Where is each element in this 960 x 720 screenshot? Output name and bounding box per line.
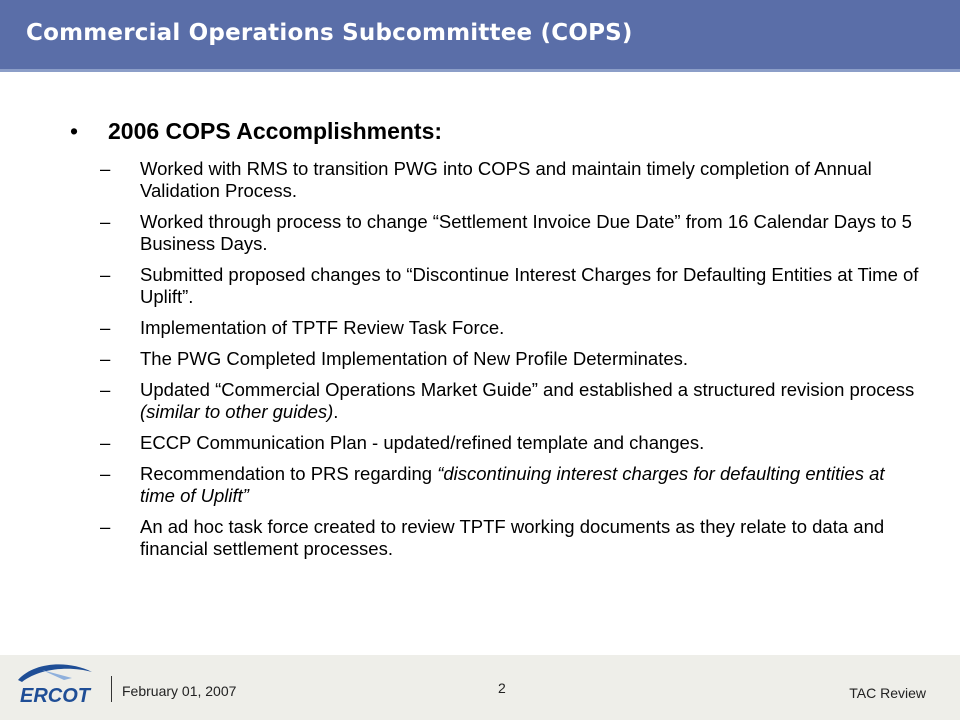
accomplishments-list	[100, 158, 920, 569]
list-item-text-part: Updated “Commercial Operations Market Guide” and established a structured revision process	[140, 379, 915, 400]
list-item	[100, 264, 920, 308]
bullet-icon: •	[70, 118, 79, 144]
list-item	[100, 463, 920, 507]
list-item-text-part: Recommendation to PRS regarding	[140, 463, 438, 484]
accomplishments-heading: 2006 COPS Accomplishments:	[108, 118, 443, 144]
dash-icon: –	[100, 463, 111, 484]
list-item-text: The PWG Completed Implementation of New Profile Determinates.	[140, 348, 689, 369]
dash-icon: –	[100, 158, 111, 179]
list-item-text: Submitted proposed changes to “Discontinue Interest Charges for Defaulting Entities at Time of Uplift”.	[140, 264, 919, 307]
list-item-italic-text: “discontinuing interest charges for defaulting entities at time of Uplift”	[140, 463, 885, 506]
list-item-text-part: .	[333, 401, 339, 422]
dash-icon: –	[100, 264, 111, 285]
page-number: 2	[498, 680, 506, 696]
ercot-logo	[12, 660, 98, 708]
list-item	[100, 379, 920, 423]
list-item-text: Implementation of TPTF Review Task Force.	[140, 317, 505, 338]
list-item	[100, 516, 920, 560]
dash-icon: –	[100, 348, 111, 369]
list-item-italic-text: (similar to other guides)	[140, 401, 334, 422]
footer-label: TAC Review	[849, 685, 926, 701]
footer-divider	[111, 676, 112, 702]
dash-icon: –	[100, 211, 111, 232]
list-item-text: Worked through process to change “Settlement Invoice Due Date” from 16 Calendar Days to 5 Business Days.	[140, 211, 912, 254]
dash-icon: –	[100, 432, 111, 453]
list-item	[100, 432, 920, 454]
list-item	[100, 211, 920, 255]
list-item-text: ECCP Communication Plan - updated/refined template and changes.	[140, 432, 705, 453]
dash-icon: –	[100, 317, 111, 338]
list-item-text: Worked with RMS to transition PWG into COPS and maintain timely completion of Annual Validation Process.	[140, 158, 872, 201]
footer-date: February 01, 2007	[122, 683, 237, 699]
dash-icon: –	[100, 379, 111, 400]
dash-icon: –	[100, 516, 111, 537]
list-item-text: An ad hoc task force created to review TPTF working documents as they relate to data and financial settlement processes.	[140, 516, 885, 559]
list-item-text	[140, 463, 920, 507]
list-item-text	[140, 379, 920, 423]
title-bar	[0, 0, 960, 72]
list-item	[100, 317, 920, 339]
list-item	[100, 348, 920, 370]
svg-text:ERCOT: ERCOT	[20, 685, 90, 707]
slide-title: Commercial Operations Subcommittee (COPS)	[26, 20, 633, 46]
list-item	[100, 158, 920, 202]
